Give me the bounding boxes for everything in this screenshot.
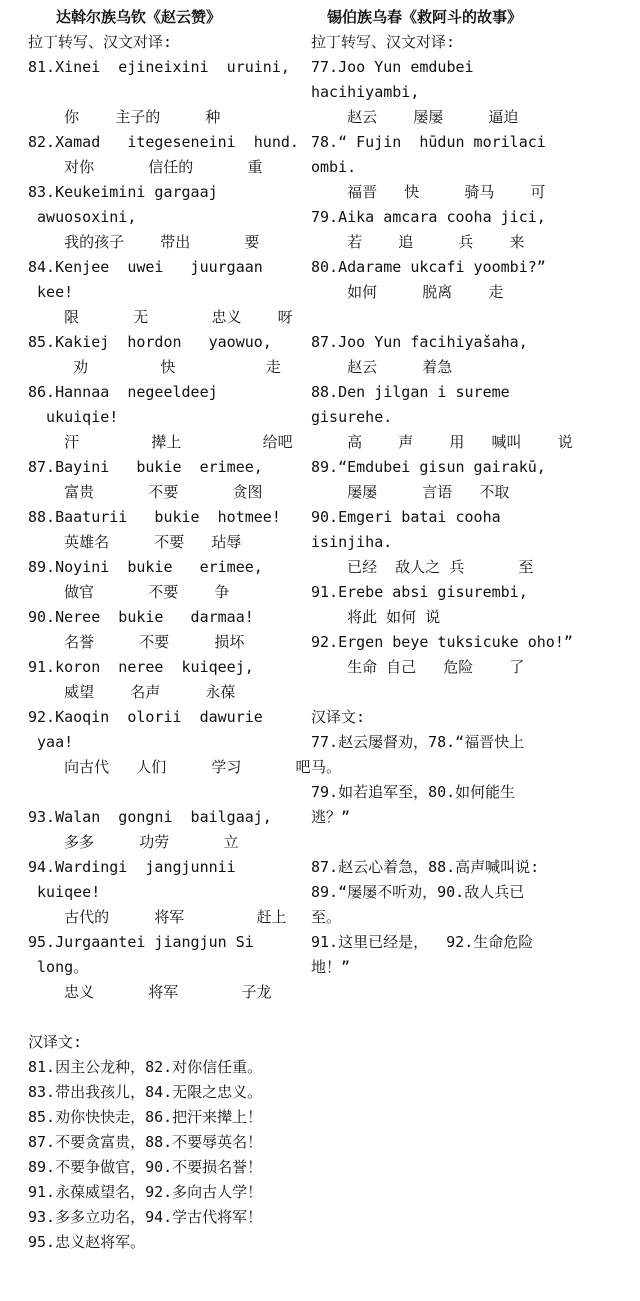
right-gloss: 已经 敌人之 兵 至 — [311, 558, 534, 576]
right-line: 79.Aika amcara cooha jici, — [311, 208, 546, 226]
left-line: 93.Walan gongni bailgaaj, — [28, 808, 272, 826]
right-translation-heading: 汉译文: — [311, 708, 366, 726]
left-translation-line: 95.忠义赵将军。 — [28, 1233, 146, 1251]
left-line: kuiqee! — [28, 883, 101, 901]
right-line: 92.Ergen beye tuksicuke oho!” — [311, 633, 573, 651]
left-line: 95.Jurgaantei jiangjun Si — [28, 933, 254, 951]
right-line: 89.“Emdubei gisun gairakū, — [311, 458, 546, 476]
left-gloss: 向古代 人们 学习 吧 — [28, 758, 311, 776]
left-gloss: 做官 不要 争 — [28, 583, 230, 601]
right-translation-line: 逃？” — [311, 808, 351, 826]
right-gloss: 屡屡 言语 不取 — [311, 483, 510, 501]
left-gloss: 限 无 忠义 呀 — [28, 308, 293, 326]
right-translation-line: 马。 — [311, 758, 342, 776]
right-gloss: 若 追 兵 来 — [311, 233, 525, 251]
right-translation-line: 至。 — [311, 908, 342, 926]
right-line: 91.Erebe absi gisurembi, — [311, 583, 528, 601]
left-gloss: 威望 名声 永葆 — [28, 683, 236, 701]
left-gloss: 英雄名 不要 玷辱 — [28, 533, 242, 551]
left-gloss: 富贵 不要 贪图 — [28, 483, 263, 501]
left-translation-line: 85.劝你快快走，86.把汗来撵上！ — [28, 1108, 263, 1126]
right-gloss: 高 声 用 喊叫 说 — [311, 433, 573, 451]
left-gloss: 古代的 将军 赶上 — [28, 908, 287, 926]
left-gloss: 你 主子的 种 — [28, 108, 221, 126]
right-gloss: 生命 自己 危险 了 — [311, 658, 525, 676]
left-gloss: 汗 撵上 给吧 — [28, 433, 293, 451]
left-title: 达斡尔族乌钦《赵云赞》 — [56, 8, 222, 26]
left-line: yaa! — [28, 733, 74, 751]
right-line: gisurehe. — [311, 408, 393, 426]
left-gloss: 忠义 将军 子龙 — [28, 983, 272, 1001]
left-translation-line: 81.因主公龙种，82.对你信任重。 — [28, 1058, 263, 1076]
right-line: 80.Adarame ukcafi yoombi?” — [311, 258, 546, 276]
right-gloss: 将此 如何 说 — [311, 608, 441, 626]
right-line: 88.Den jilgan i sureme — [311, 383, 510, 401]
right-line: 77.Joo Yun emdubei — [311, 58, 474, 76]
left-translation-line: 83.带出我孩儿，84.无限之忠义。 — [28, 1083, 263, 1101]
left-line: 88.Baaturii bukie hotmee! — [28, 508, 281, 526]
left-line: 92.Kaoqin olorii dawurie — [28, 708, 263, 726]
left-translation-line: 87.不要贪富贵，88.不要辱英名！ — [28, 1133, 263, 1151]
left-line: ukuiqie! — [28, 408, 119, 426]
left-line: 89.Noyini bukie erimee, — [28, 558, 263, 576]
right-line: 87.Joo Yun facihiyašaha, — [311, 333, 528, 351]
left-line: 87.Bayini bukie erimee, — [28, 458, 263, 476]
left-gloss: 我的孩子 带出 要 — [28, 233, 260, 251]
right-gloss: 如何 脱离 走 — [311, 283, 504, 301]
right-line: 78.“ Fujin hūdun morilaci — [311, 133, 546, 151]
left-line: 90.Neree bukie darmaa! — [28, 608, 254, 626]
left-line: 94.Wardingi jangjunnii — [28, 858, 236, 876]
left-line: kee! — [28, 283, 74, 301]
left-line: 83.Keukeimini gargaaj — [28, 183, 218, 201]
right-translation-line: 77.赵云屡督劝，78.“福晋快上 — [311, 733, 525, 751]
left-line: awuosoxini, — [28, 208, 137, 226]
right-title: 锡伯族乌春《救阿斗的故事》 — [327, 8, 523, 26]
right-line: hacihiyambi, — [311, 83, 420, 101]
right-line: ombi. — [311, 158, 357, 176]
left-line: 82.Xamad itegeseneini hund. — [28, 133, 299, 151]
left-line: 85.Kakiej hordon yaowuo, — [28, 333, 272, 351]
left-line: 84.Kenjee uwei juurgaan — [28, 258, 263, 276]
left-translation-line: 89.不要争做官，90.不要损名誉！ — [28, 1158, 263, 1176]
left-line: 81.Xinei ejineixini uruini, — [28, 58, 290, 76]
right-translation-line: 87.赵云心着急，88.高声喊叫说: — [311, 858, 540, 876]
left-gloss: 劝 快 走 — [28, 358, 281, 376]
left-gloss: 对你 信任的 重 — [28, 158, 263, 176]
right-gloss: 赵云 屡屡 逼迫 — [311, 108, 519, 126]
left-line: long。 — [28, 958, 89, 976]
left-line: 91.koron neree kuiqeej, — [28, 658, 254, 676]
left-subheading: 拉丁转写、汉文对译: — [28, 33, 173, 51]
left-gloss: 多多 功劳 立 — [28, 833, 239, 851]
left-translation-heading: 汉译文: — [28, 1033, 83, 1051]
left-translation-line: 91.永葆威望名，92.多向古人学！ — [28, 1183, 263, 1201]
right-line: 90.Emgeri batai cooha — [311, 508, 501, 526]
right-gloss: 福晋 快 骑马 可 — [311, 183, 546, 201]
right-line: isinjiha. — [311, 533, 393, 551]
left-translation-line: 93.多多立功名，94.学古代将军！ — [28, 1208, 263, 1226]
left-line: 86.Hannaa negeeldeej — [28, 383, 218, 401]
right-translation-line: 91.这里已经是， 92.生命危险 — [311, 933, 534, 951]
right-gloss: 赵云 着急 — [311, 358, 453, 376]
right-translation-line: 89.“屡屡不听劝，90.敌人兵已 — [311, 883, 525, 901]
right-translation-line: 79.如若追军至，80.如何能生 — [311, 783, 516, 801]
left-gloss: 名誉 不要 损坏 — [28, 633, 245, 651]
right-subheading: 拉丁转写、汉文对译: — [311, 33, 456, 51]
right-translation-line: 地！” — [311, 958, 351, 976]
